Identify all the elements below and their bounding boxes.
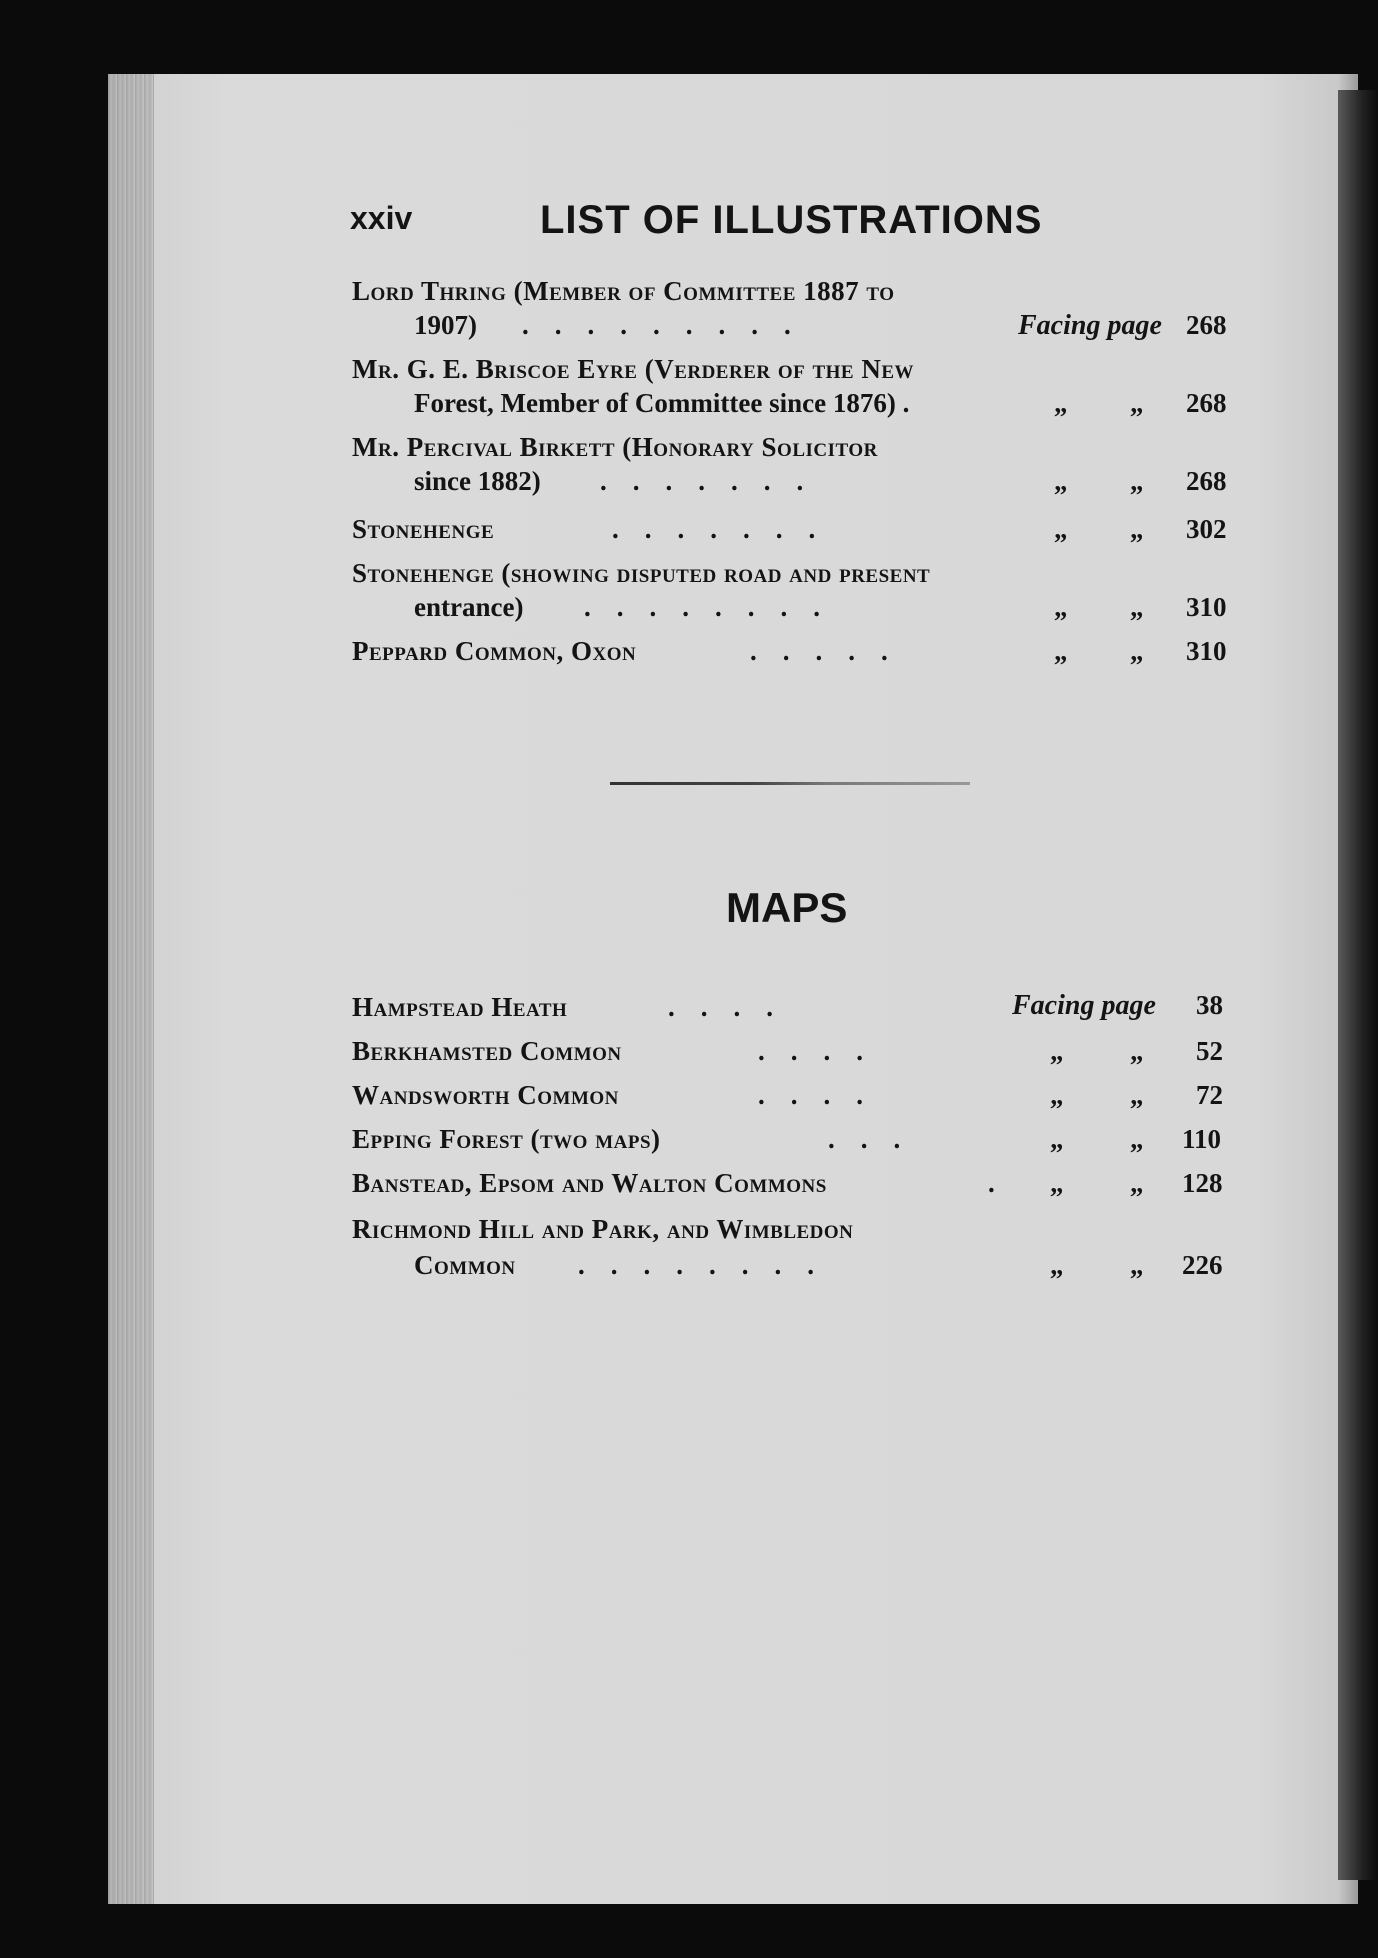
illustration-entry-title: Mr. G. E. Briscoe Eyre (Verderer of the New <box>352 354 915 384</box>
map-page-number: 72 <box>1196 1080 1223 1110</box>
illustration-entry-continuation: entrance) <box>414 592 524 622</box>
illustration-page-number: 268 <box>1186 310 1227 340</box>
section-divider-rule <box>610 782 970 785</box>
ditto-mark: „ <box>1130 636 1144 666</box>
page-title: LIST OF ILLUSTRATIONS <box>540 198 1043 242</box>
ditto-mark: „ <box>1130 1250 1144 1280</box>
map-entry-title: Hampstead Heath <box>352 992 568 1022</box>
dot-leader: ........ <box>578 1250 840 1280</box>
ditto-mark: „ <box>1130 466 1144 496</box>
dot-leader: ... <box>828 1124 927 1154</box>
illustration-page-number: 268 <box>1186 388 1227 418</box>
map-entry-title: Epping Forest (two maps) <box>352 1124 661 1154</box>
facing-page-label: Facing page <box>1018 310 1162 341</box>
dot-leader: .... <box>758 1036 889 1066</box>
map-page-number: 38 <box>1196 990 1223 1020</box>
ditto-mark: „ <box>1130 1036 1144 1066</box>
illustration-entry-title: Peppard Common, Oxon <box>352 636 637 666</box>
ditto-mark: „ <box>1130 1124 1144 1154</box>
ditto-mark: „ <box>1050 1124 1064 1154</box>
map-page-number: 128 <box>1182 1168 1223 1198</box>
dot-leader: .... <box>758 1080 889 1110</box>
dot-leader: ..... <box>750 636 914 666</box>
ditto-mark: „ <box>1050 1080 1064 1110</box>
dot-leader: ....... <box>600 466 830 496</box>
ditto-mark: „ <box>1130 514 1144 544</box>
illustration-page-number: 268 <box>1186 466 1227 496</box>
ditto-mark: „ <box>1130 388 1144 418</box>
dot-leader: . <box>988 1168 1021 1198</box>
map-entry-continuation: Common <box>414 1250 516 1280</box>
facing-page-label: Facing page <box>1012 990 1156 1021</box>
ditto-mark: „ <box>1054 514 1068 544</box>
map-entry-title: Berkhamsted Common <box>352 1036 622 1066</box>
map-entry-title: Richmond Hill and Park, and Wimbledon <box>352 1214 854 1244</box>
ditto-mark: „ <box>1050 1250 1064 1280</box>
illustration-entry-title: Lord Thring (Member of Committee 1887 to <box>352 276 895 306</box>
illustration-entry-title: Stonehenge (showing disputed road and present <box>352 558 931 588</box>
dot-leader: ........ <box>584 592 846 622</box>
illustration-entry-continuation: since 1882) <box>414 466 541 496</box>
map-page-number: 110 <box>1182 1124 1222 1154</box>
illustration-page-number: 310 <box>1186 592 1227 622</box>
ditto-mark: „ <box>1054 388 1068 418</box>
dot-leader: ....... <box>612 514 842 544</box>
map-page-number: 226 <box>1182 1250 1223 1280</box>
illustration-entry-title: Stonehenge <box>352 514 495 544</box>
ditto-mark: „ <box>1130 1168 1144 1198</box>
ditto-mark: „ <box>1130 592 1144 622</box>
maps-section-title: MAPS <box>726 884 848 931</box>
illustration-page-number: 302 <box>1186 514 1227 544</box>
dot-leader: ......... <box>522 310 817 340</box>
ditto-mark: „ <box>1050 1036 1064 1066</box>
illustration-entry-continuation: Forest, Member of Committee since 1876) . <box>414 388 910 418</box>
illustration-entry-title: Mr. Percival Birkett (Honorary Solicitor <box>352 432 878 462</box>
ditto-mark: „ <box>1054 592 1068 622</box>
illustration-page-number: 310 <box>1186 636 1227 666</box>
ditto-mark: „ <box>1050 1168 1064 1198</box>
ditto-mark: „ <box>1054 466 1068 496</box>
page-number: xxiv <box>350 200 413 236</box>
dot-leader: .... <box>668 992 799 1022</box>
map-page-number: 52 <box>1196 1036 1223 1066</box>
map-entry-title: Banstead, Epsom and Walton Commons <box>352 1168 827 1198</box>
illustration-entry-continuation: 1907) <box>414 310 477 340</box>
ditto-mark: „ <box>1130 1080 1144 1110</box>
map-entry-title: Wandsworth Common <box>352 1080 619 1110</box>
ditto-mark: „ <box>1054 636 1068 666</box>
